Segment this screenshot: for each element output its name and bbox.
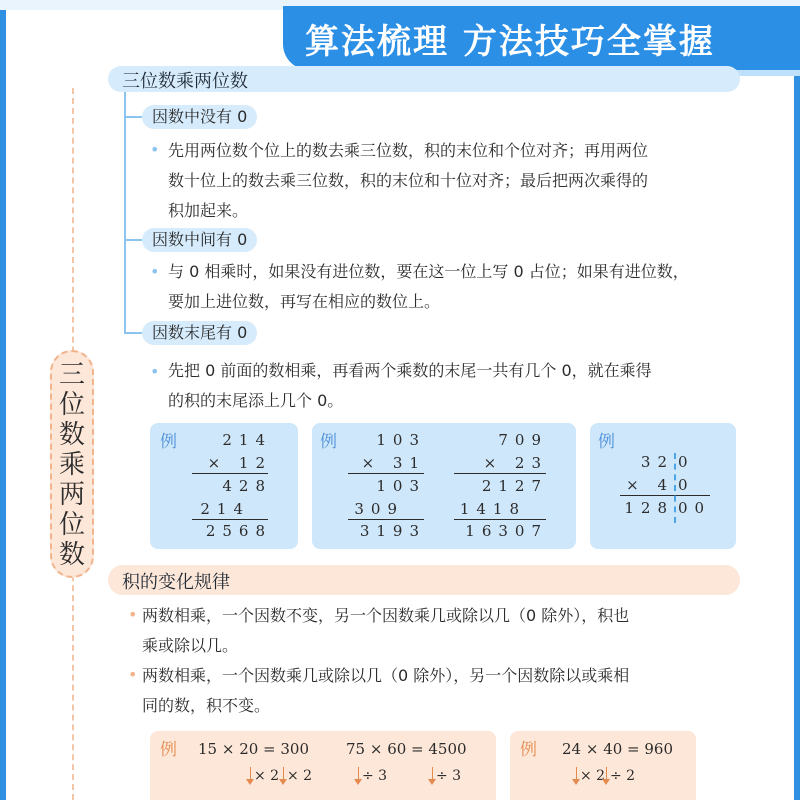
calc-row: × 23: [483, 454, 548, 472]
section-header-multiplication: [108, 66, 740, 92]
vertical-char: 数: [58, 540, 85, 570]
rule-text-trailing-zero: [168, 356, 768, 416]
text-line: 两数相乘，一个因数乘几或除以几（0 除外），另一个因数除以或乘相: [142, 666, 630, 685]
text-line: 的积的末尾添上几个 0。: [168, 391, 344, 410]
calc-row: 309: [354, 500, 404, 518]
text-line: 数十位上的数去乘三位数，积的末位和十位对齐；最后把两次乘得的: [168, 171, 649, 190]
tree-branch: [124, 239, 142, 241]
section-title: 三位数乘两位数: [122, 71, 248, 92]
example-label: 例: [320, 432, 337, 452]
text-line: 乘或除以几。: [142, 636, 239, 655]
alignment-dashed-line: [674, 453, 676, 523]
example-card-1: [150, 423, 298, 549]
calc-line: [192, 519, 268, 520]
text-line: 先把 0 前面的数相乘，再看两个乘数的末尾一共有几个 0，就在乘得: [168, 361, 652, 380]
operation: ÷ 2: [610, 768, 636, 784]
calc-line: [620, 495, 710, 496]
section-title: 积的变化规律: [122, 572, 230, 593]
operation: × 2: [287, 768, 313, 784]
vertical-topic-label: [50, 350, 94, 578]
bullet-dot: •: [150, 362, 160, 381]
calc-row: 3193: [359, 522, 426, 540]
vertical-char: 乘: [58, 450, 85, 480]
calc-row: × 31: [361, 454, 426, 472]
bullet-dot: •: [150, 262, 160, 281]
calc-row: 32: [640, 453, 674, 471]
subheading-trailing-zero: 因数末尾有 0: [142, 321, 257, 345]
calc-line: [454, 473, 546, 474]
operation: ÷ 3: [362, 768, 388, 784]
calc-row: 0: [678, 476, 695, 494]
arrow-down-icon: [576, 767, 577, 783]
vertical-char: 两: [58, 480, 85, 510]
operation: × 2: [254, 768, 280, 784]
example-card-4: [150, 731, 496, 800]
example-card-3: [590, 423, 736, 549]
calc-row: 2568: [205, 522, 272, 540]
calc-row: 128: [624, 499, 674, 517]
tree-branch: [124, 116, 142, 118]
operation: × 2: [580, 768, 606, 784]
calc-row: 214: [200, 500, 250, 518]
arrow-down-icon: [283, 767, 284, 783]
text-line: 两数相乘，一个因数不变，另一个因数乘几或除以几（0 除外），积也: [142, 606, 630, 625]
tree-branch: [124, 332, 142, 334]
text-line: 要加上进位数，再写在相应的数位上。: [168, 292, 441, 311]
example-label: 例: [160, 432, 177, 452]
arrow-down-icon: [432, 767, 433, 783]
text-line: 与 0 相乘时，如果没有进位数，要在这一位上写 0 占位；如果有进位数，: [168, 262, 689, 281]
calc-row: 00: [678, 499, 712, 517]
calc-row: 103: [376, 431, 426, 449]
vertical-char: 三: [58, 360, 85, 390]
section-header-product-rule: [108, 565, 740, 595]
calc-row: × 4: [626, 476, 674, 494]
calc-row: 2127: [481, 477, 548, 495]
calc-row: 214: [222, 431, 272, 449]
rule-text-middle-zero: [168, 257, 768, 317]
text-line: 先用两位数个位上的数去乘三位数，积的末位和个位对齐；再用两位: [168, 141, 649, 160]
calc-line: [348, 473, 424, 474]
calc-row: 709: [498, 431, 548, 449]
arrow-down-icon: [250, 767, 251, 783]
vertical-char: 位: [58, 390, 85, 420]
example-card-2: [312, 423, 576, 549]
example-label: 例: [520, 740, 537, 760]
rule-text-2: [142, 661, 752, 721]
equation: 15 × 20 = 300: [198, 740, 310, 758]
equation: 24 × 40 = 960: [562, 740, 674, 758]
arrow-down-icon: [358, 767, 359, 783]
subheading-middle-zero: 因数中间有 0: [142, 228, 257, 252]
example-card-5: [510, 731, 696, 800]
subheading-no-zero: 因数中没有 0: [142, 105, 257, 129]
calc-row: 16307: [465, 522, 548, 540]
calc-row: 428: [222, 477, 272, 495]
calc-row: 1418: [459, 500, 526, 518]
banner-title: 算法梳理 方法技巧全掌握: [305, 22, 715, 62]
equation: 75 × 60 = 4500: [346, 740, 467, 758]
vertical-char: 位: [58, 510, 85, 540]
calc-line: [348, 519, 424, 520]
rule-text-1: [142, 601, 752, 661]
example-label: 例: [598, 432, 615, 452]
calc-line: [192, 473, 268, 474]
example-label: 例: [160, 740, 177, 760]
tree-connector: [124, 92, 140, 332]
operation: ÷ 3: [436, 768, 462, 784]
text-line: 积加起来。: [168, 201, 249, 220]
rule-text-no-zero: [168, 136, 768, 226]
text-line: 同的数，积不变。: [142, 696, 271, 715]
vertical-char: 数: [58, 420, 85, 450]
bullet-dot: •: [150, 140, 160, 159]
calc-row: 103: [376, 477, 426, 495]
bullet-dot: •: [128, 665, 138, 684]
bullet-dot: •: [128, 605, 138, 624]
arrow-down-icon: [606, 767, 607, 783]
calc-row: × 12: [207, 454, 272, 472]
calc-row: 0: [678, 453, 695, 471]
calc-line: [454, 519, 546, 520]
